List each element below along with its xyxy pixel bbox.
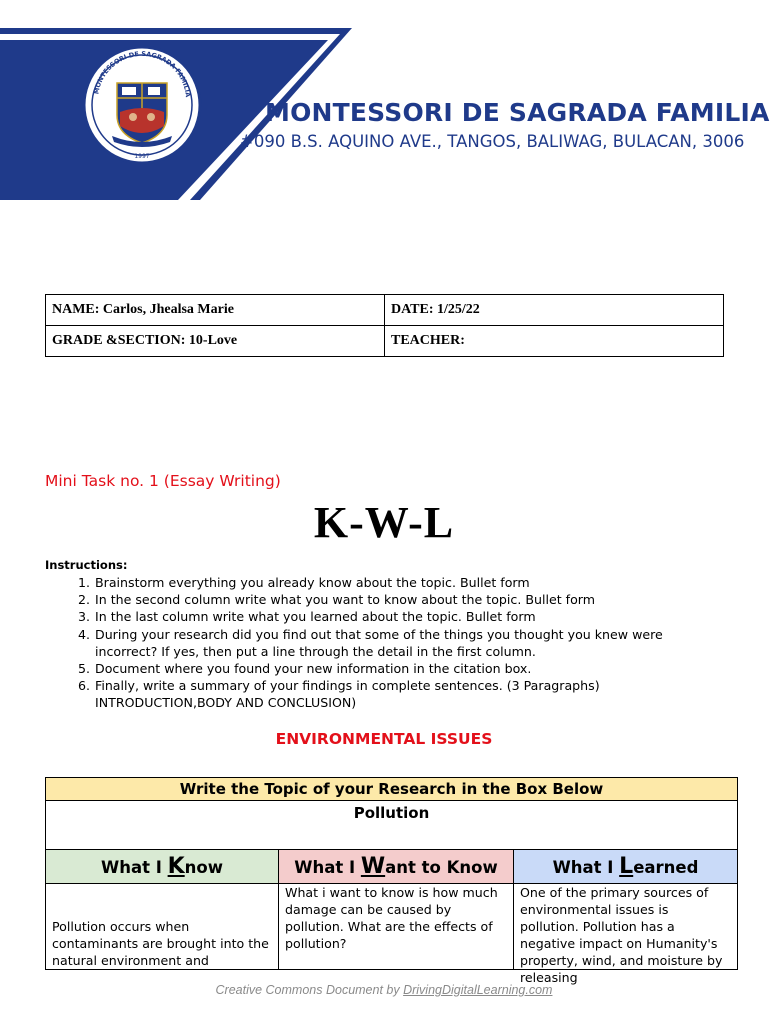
instructions-heading: Instructions:	[45, 558, 128, 572]
grade-section: GRADE &SECTION: 10-Love	[46, 326, 385, 357]
instructions-list	[45, 574, 725, 712]
student-name: NAME: Carlos, Jhealsa Marie	[46, 295, 385, 326]
instruction-item: 2. In the second column write what you want to know about the topic. Bullet form	[77, 592, 596, 608]
footer-link[interactable]: DrivingDigitalLearning.com	[403, 983, 553, 997]
instruction-item: 6. Finally, write a summary of your findings in complete sentences. (3 Paragraphs) INTRODUCTION,BODY AND CONCLUSION)	[77, 678, 600, 711]
school-seal-logo	[84, 47, 200, 163]
want-cell: What i want to know is how much damage can be caused by pollution. What are the effects of pollution?	[279, 884, 514, 970]
teacher-field: TEACHER:	[385, 326, 724, 357]
svg-text:MONTESSORI DE SAGRADA FAMILIA: MONTESSORI DE SAGRADA FAMILIA	[92, 49, 192, 98]
topic-header: Write the Topic of your Research in the Box Below	[46, 778, 738, 801]
instruction-item: 3. In the last column write what you learned about the topic. Bullet form	[77, 609, 536, 625]
school-name: MONTESSORI DE SAGRADA FAMILIA	[265, 98, 770, 127]
info-row	[46, 295, 724, 326]
info-row	[46, 326, 724, 357]
know-cell: Pollution occurs when contaminants are brought into the natural environment and	[46, 884, 279, 970]
instruction-item: 5. Document where you found your new information in the citation box.	[77, 661, 532, 677]
seal-year: 1997	[134, 153, 150, 160]
column-header-know: What I Know	[46, 850, 279, 884]
school-address: #090 B.S. AQUINO AVE., TANGOS, BALIWAG, BULACAN, 3006	[240, 132, 745, 151]
footer-credit	[0, 983, 768, 997]
topic-value: Pollution	[46, 801, 738, 850]
column-header-learned: What I Learned	[514, 850, 738, 884]
submission-date: DATE: 1/25/22	[385, 295, 724, 326]
learned-cell: One of the primary sources of environmental issues is pollution. Pollution has a negative impact on Humanity's property, wind, and moisture by releasing	[514, 884, 738, 970]
instruction-item: 4. During your research did you find out that some of the things you thought you knew were incorrect? If yes, then put a line through the detail in the first column.	[77, 626, 663, 659]
section-heading: ENVIRONMENTAL ISSUES	[275, 730, 493, 748]
footer-prefix: Creative Commons Document by	[215, 983, 404, 997]
page-title: K-W-L	[313, 498, 455, 547]
column-header-want: What I Want to Know	[279, 850, 514, 884]
kwl-table	[45, 777, 738, 985]
instruction-item: 1. Brainstorm everything you already know about the topic. Bullet form	[77, 575, 530, 590]
mini-task-title: Mini Task no. 1 (Essay Writing)	[45, 472, 281, 490]
student-info-table	[45, 294, 724, 357]
